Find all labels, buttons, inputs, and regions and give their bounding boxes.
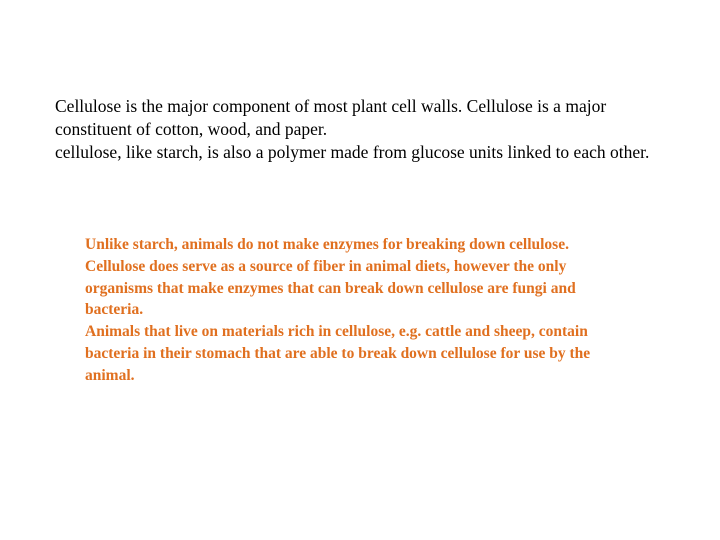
highlight-paragraph-3: Animals that live on materials rich in cellulose, e.g. cattle and sheep, contain bacteria in their stomach that are able to break down cellulose for use by the animal.	[85, 323, 591, 384]
highlight-paragraph-1: Unlike starch, animals do not make enzymes for breaking down cellulose.	[85, 236, 569, 253]
main-text-block	[55, 95, 665, 164]
highlight-paragraph-2: Cellulose does serve as a source of fiber in animal diets, however the only organisms that make enzymes that can break down cellulose are fungi and bacteria.	[85, 257, 576, 319]
main-paragraph-2: cellulose, like starch, is also a polymer made from glucose units linked to each other.	[55, 142, 650, 162]
highlight-text-block	[85, 234, 605, 387]
main-paragraph-1: Cellulose is the major component of most plant cell walls. Cellulose is a major constituent of cotton, wood, and paper.	[55, 96, 607, 139]
